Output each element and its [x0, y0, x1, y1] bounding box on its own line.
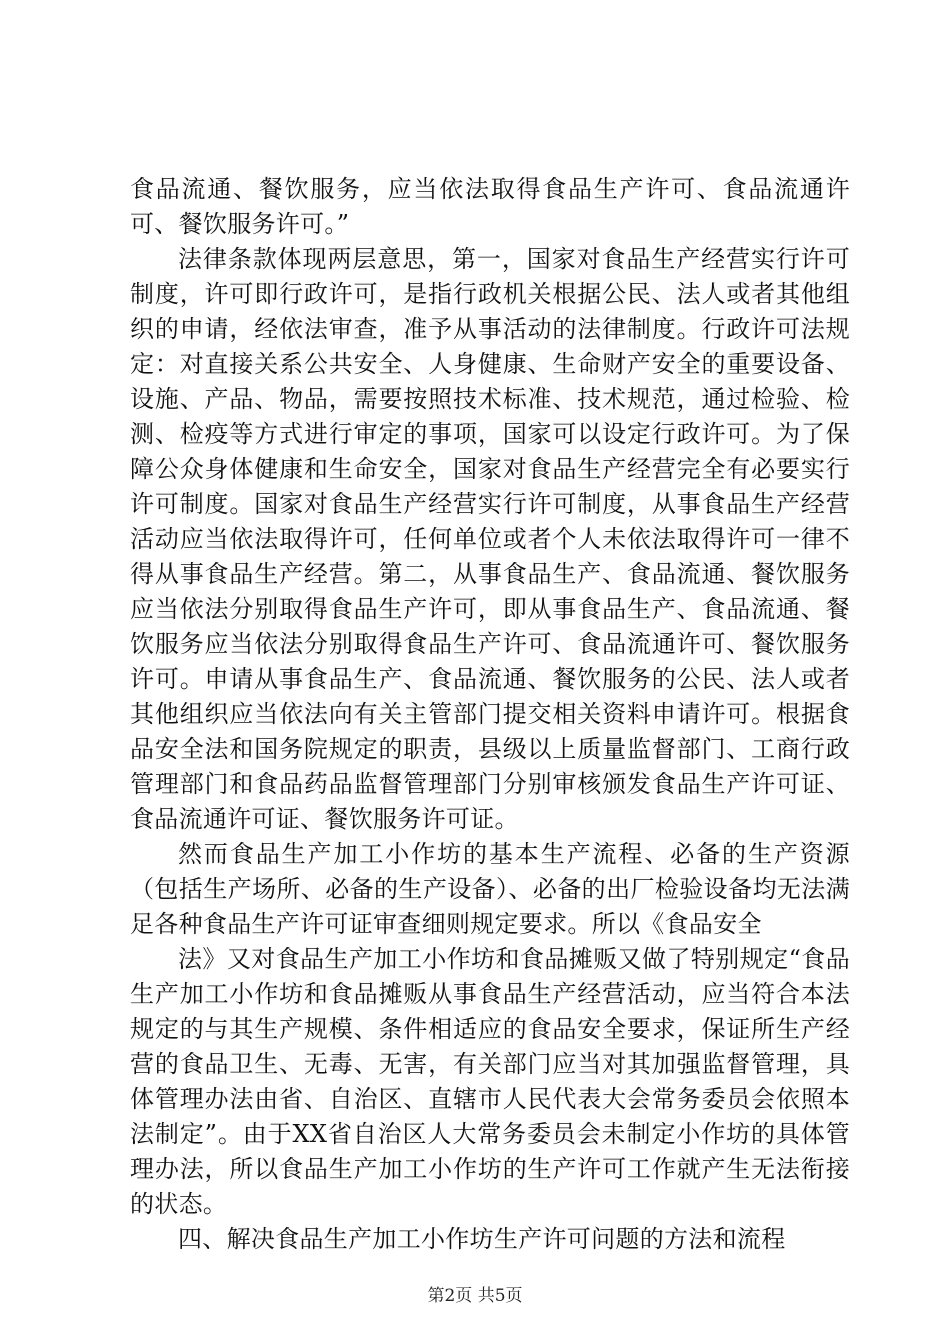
section-heading: 四、解决食品生产加工小作坊生产许可问题的方法和流程 [178, 1225, 786, 1253]
document-body [130, 172, 850, 1257]
paragraph-special-provision: 法》又对食品生产加工小作坊和食品摊贩又做了特别规定“食品生产加工小作坊和食品摊贩从事食品生产经营活动，应当符合本法规定的与其生产规模、条件相适应的食品安全要求，保证所生产经营的食品卫生、无毒、无害，有关部门应当对其加强监督管理，具体管理办法由省、自治区、直辖市人民代表大会常务委员会依照本法制定”。由于XX省自治区人大常务委员会未制定小作坊的具体管理办法，所以食品生产加工小作坊的生产许可工作就产生无法衔接的状态。 [130, 945, 850, 1218]
page-number-footer: 第2页 共5页 [427, 1286, 523, 1306]
paragraph-legal-interpretation: 法律条款体现两层意思，第一，国家对食品生产经营实行许可制度，许可即行政许可，是指行政机关根据公民、法人或者其他组织的申请，经依法审查，准予从事活动的法律制度。行政许可法规定：对直接关系公共安全、人身健康、生命财产安全的重要设备、设施、产品、物品，需要按照技术标准、技术规范，通过检验、检测、检疫等方式进行审定的事项，国家可以设定行政许可。为了保障公众身体健康和生命安全，国家对食品生产经营完全有必要实行许可制度。国家对食品生产经营实行许可制度，从事食品生产经营活动应当依法取得许可，任何单位或者个人未依法取得许可一律不得从事食品生产经营。第二，从事食品生产、食品流通、餐饮服务应当依法分别取得食品生产许可，即从事食品生产、食品流通、餐饮服务应当依法分别取得食品生产许可、食品流通许可、餐饮服务许可。申请从事食品生产、食品流通、餐饮服务的公民、法人或者其他组织应当依法向有关主管部门提交相关资料申请许可。根据食品安全法和国务院规定的职责，县级以上质量监督部门、工商行政管理部门和食品药品监督管理部门分别审核颁发食品生产许可证、食品流通许可证、餐饮服务许可证。 [130, 245, 850, 833]
paragraph-workshop-limitation: 然而食品生产加工小作坊的基本生产流程、必备的生产资源（包括生产场所、必备的生产设备）、必备的出厂检验设备均无法满足各种食品生产许可证审查细则规定要求。所以《食品安全 [130, 840, 850, 938]
paragraph-continuation: 食品流通、餐饮服务，应当依法取得食品生产许可、食品流通许可、餐饮服务许可。” [130, 175, 850, 238]
